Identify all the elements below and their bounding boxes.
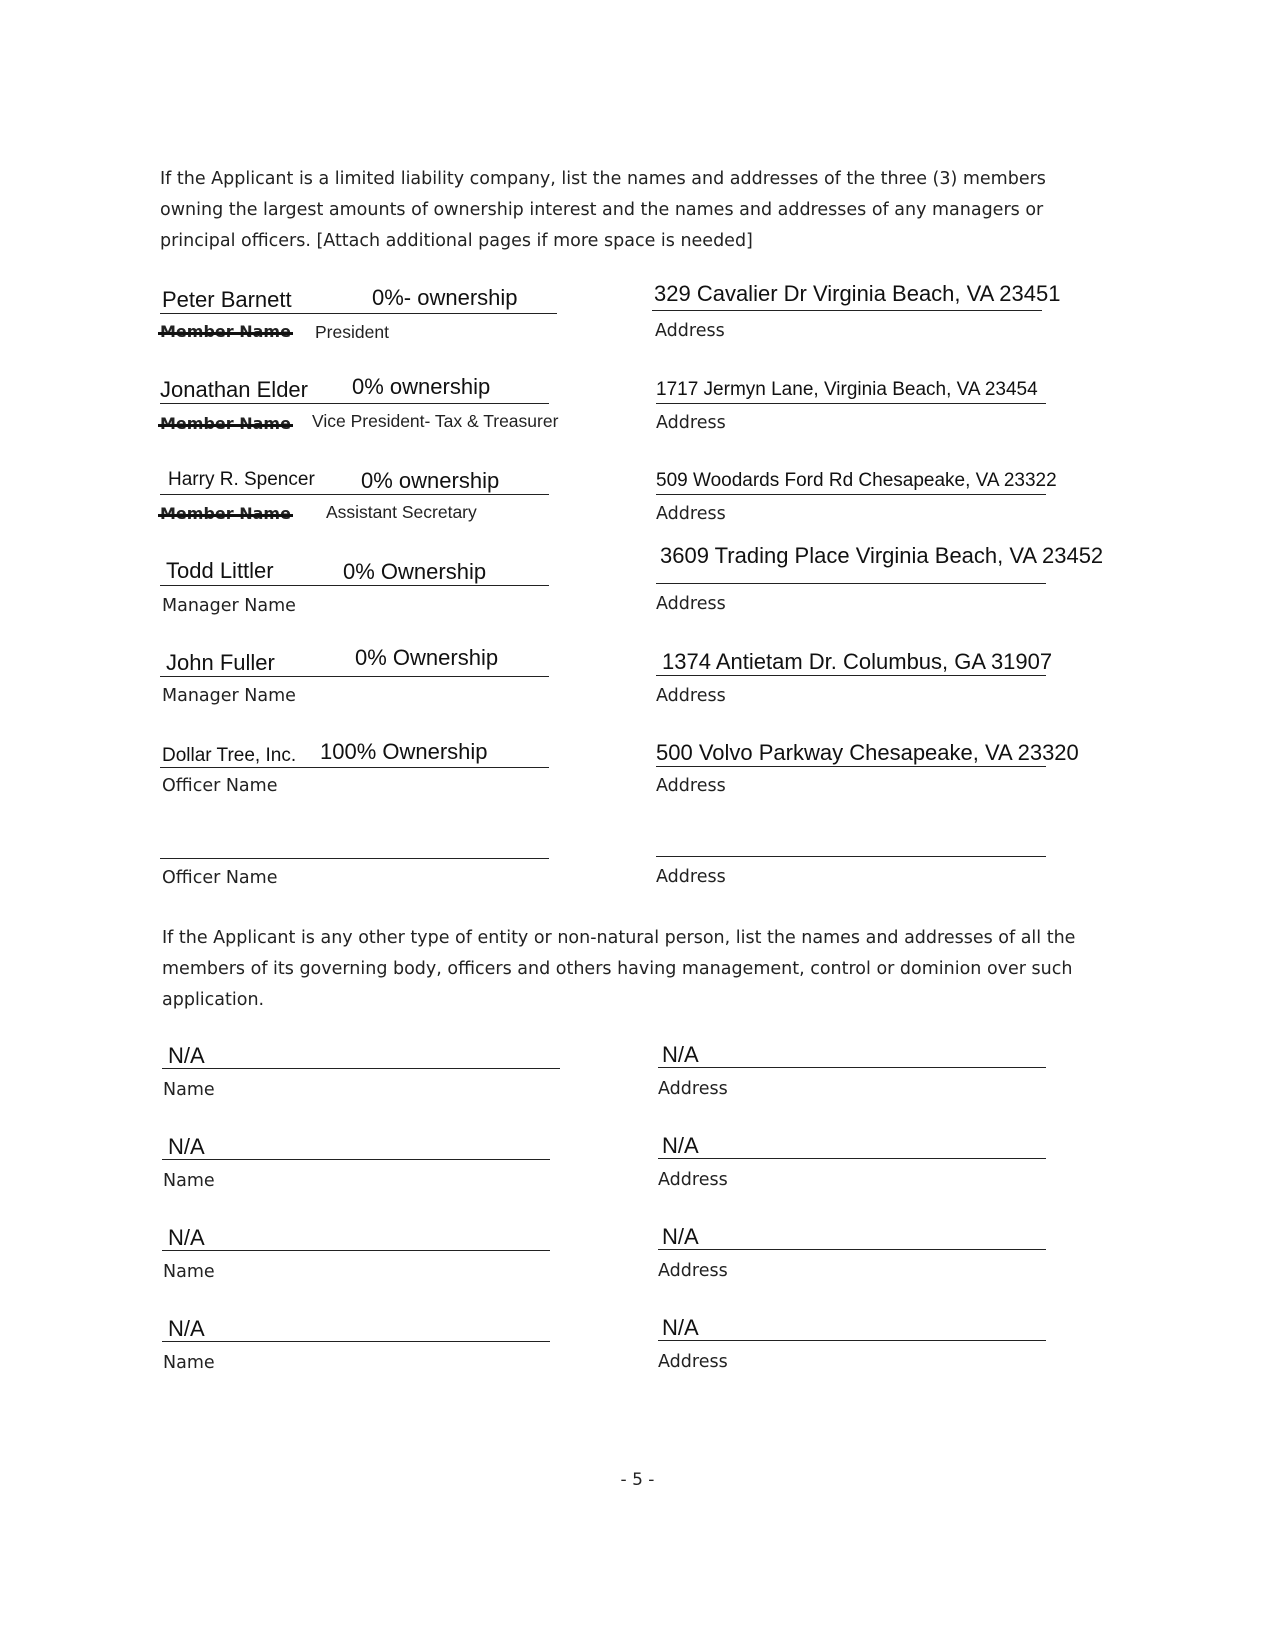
other-1-address-line <box>658 1067 1046 1068</box>
other-4-address: N/A <box>662 1315 699 1340</box>
other-entity-instructions: If the Applicant is any other type of entity or non-natural person, list the names and addresses of all the members of its governing body, officers and others having management, control or dominion over such application. <box>162 928 1076 1010</box>
other-3-address-label: Address <box>658 1261 728 1281</box>
manager-2-label: Manager Name <box>162 686 296 706</box>
member-1-struck-label: Member Name <box>160 322 291 341</box>
member-2-struck-label: Member Name <box>160 414 291 433</box>
officer-1-name-line <box>160 767 549 768</box>
member-2-address-line <box>656 403 1046 404</box>
manager-2-address: 1374 Antietam Dr. Columbus, GA 31907 <box>662 649 1053 674</box>
other-2-address-label: Address <box>658 1170 728 1190</box>
manager-1-name-line <box>160 585 549 586</box>
other-1-label: Name <box>163 1080 215 1100</box>
manager-2-address-line <box>656 675 1046 676</box>
other-4-label: Name <box>163 1353 215 1373</box>
llc-instructions: If the Applicant is a limited liability company, list the names and addresses of the three (3) members owning the largest amounts of ownership interest and the names and addresses of any managers or principal officers. [Attach additional pages if more space is needed] <box>160 169 1046 251</box>
officer-1-address-line <box>656 766 1046 767</box>
member-1-name-line <box>160 313 557 314</box>
member-2-title: Vice President- Tax & Treasurer <box>312 411 559 431</box>
officer-1-name: Dollar Tree, Inc. <box>162 745 297 766</box>
member-1-address: 329 Cavalier Dr Virginia Beach, VA 23451 <box>654 281 1061 306</box>
officer-2-address-line <box>656 856 1046 857</box>
other-4-name: N/A <box>168 1316 205 1341</box>
member-1-name: Peter Barnett <box>162 287 292 312</box>
member-3-title: Assistant Secretary <box>326 502 477 522</box>
officer-2-name-line <box>160 858 549 859</box>
member-1-address-label: Address <box>655 321 725 341</box>
other-1-name-line <box>162 1068 560 1069</box>
manager-2-ownership: 0% Ownership <box>355 645 499 670</box>
other-4-name-line <box>162 1341 550 1342</box>
officer-2-address-label: Address <box>656 867 726 887</box>
manager-1-name: Todd Littler <box>166 558 274 583</box>
other-3-name-line <box>162 1250 550 1251</box>
other-4-address-line <box>658 1340 1046 1341</box>
manager-2-address-label: Address <box>656 686 726 706</box>
other-3-name: N/A <box>168 1225 205 1250</box>
officer-1-label: Officer Name <box>162 776 278 796</box>
officer-1-ownership: 100% Ownership <box>320 739 488 764</box>
member-3-struck-label: Member Name <box>160 504 291 523</box>
manager-1-address-label: Address <box>656 594 726 614</box>
member-2-name: Jonathan Elder <box>160 377 308 402</box>
member-3-name: Harry R. Spencer <box>168 469 315 490</box>
member-1-ownership: 0%- ownership <box>372 285 518 310</box>
member-1-title: President <box>315 322 389 342</box>
other-2-name: N/A <box>168 1134 205 1159</box>
manager-1-label: Manager Name <box>162 596 296 616</box>
other-1-name: N/A <box>168 1043 205 1068</box>
member-2-ownership: 0% ownership <box>352 374 491 399</box>
member-2-address-label: Address <box>656 413 726 433</box>
other-1-address-label: Address <box>658 1079 728 1099</box>
officer-1-address-label: Address <box>656 776 726 796</box>
manager-1-address: 3609 Trading Place Virginia Beach, VA 23452 <box>660 543 1104 568</box>
other-2-address-line <box>658 1158 1046 1159</box>
other-4-address-label: Address <box>658 1352 728 1372</box>
member-3-address-label: Address <box>656 504 726 524</box>
other-3-label: Name <box>163 1262 215 1282</box>
manager-2-name: John Fuller <box>166 650 275 675</box>
member-3-name-line <box>160 494 549 495</box>
member-3-address-line <box>656 494 1046 495</box>
member-3-address: 509 Woodards Ford Rd Chesapeake, VA 23322 <box>656 470 1057 491</box>
officer-2-label: Officer Name <box>162 868 278 888</box>
member-1-address-line <box>652 310 1042 311</box>
other-3-address-line <box>658 1249 1046 1250</box>
other-3-address: N/A <box>662 1224 699 1249</box>
officer-1-address: 500 Volvo Parkway Chesapeake, VA 23320 <box>656 740 1079 765</box>
page-number: - 5 - <box>620 1470 655 1490</box>
manager-2-name-line <box>160 676 549 677</box>
other-1-address: N/A <box>662 1042 699 1067</box>
member-2-address: 1717 Jermyn Lane, Virginia Beach, VA 23454 <box>656 379 1038 400</box>
member-2-name-line <box>160 403 549 404</box>
other-2-label: Name <box>163 1171 215 1191</box>
manager-1-ownership: 0% Ownership <box>343 559 487 584</box>
other-2-address: N/A <box>662 1133 699 1158</box>
manager-1-address-line <box>656 583 1046 584</box>
other-2-name-line <box>162 1159 550 1160</box>
member-3-ownership: 0% ownership <box>361 468 500 493</box>
